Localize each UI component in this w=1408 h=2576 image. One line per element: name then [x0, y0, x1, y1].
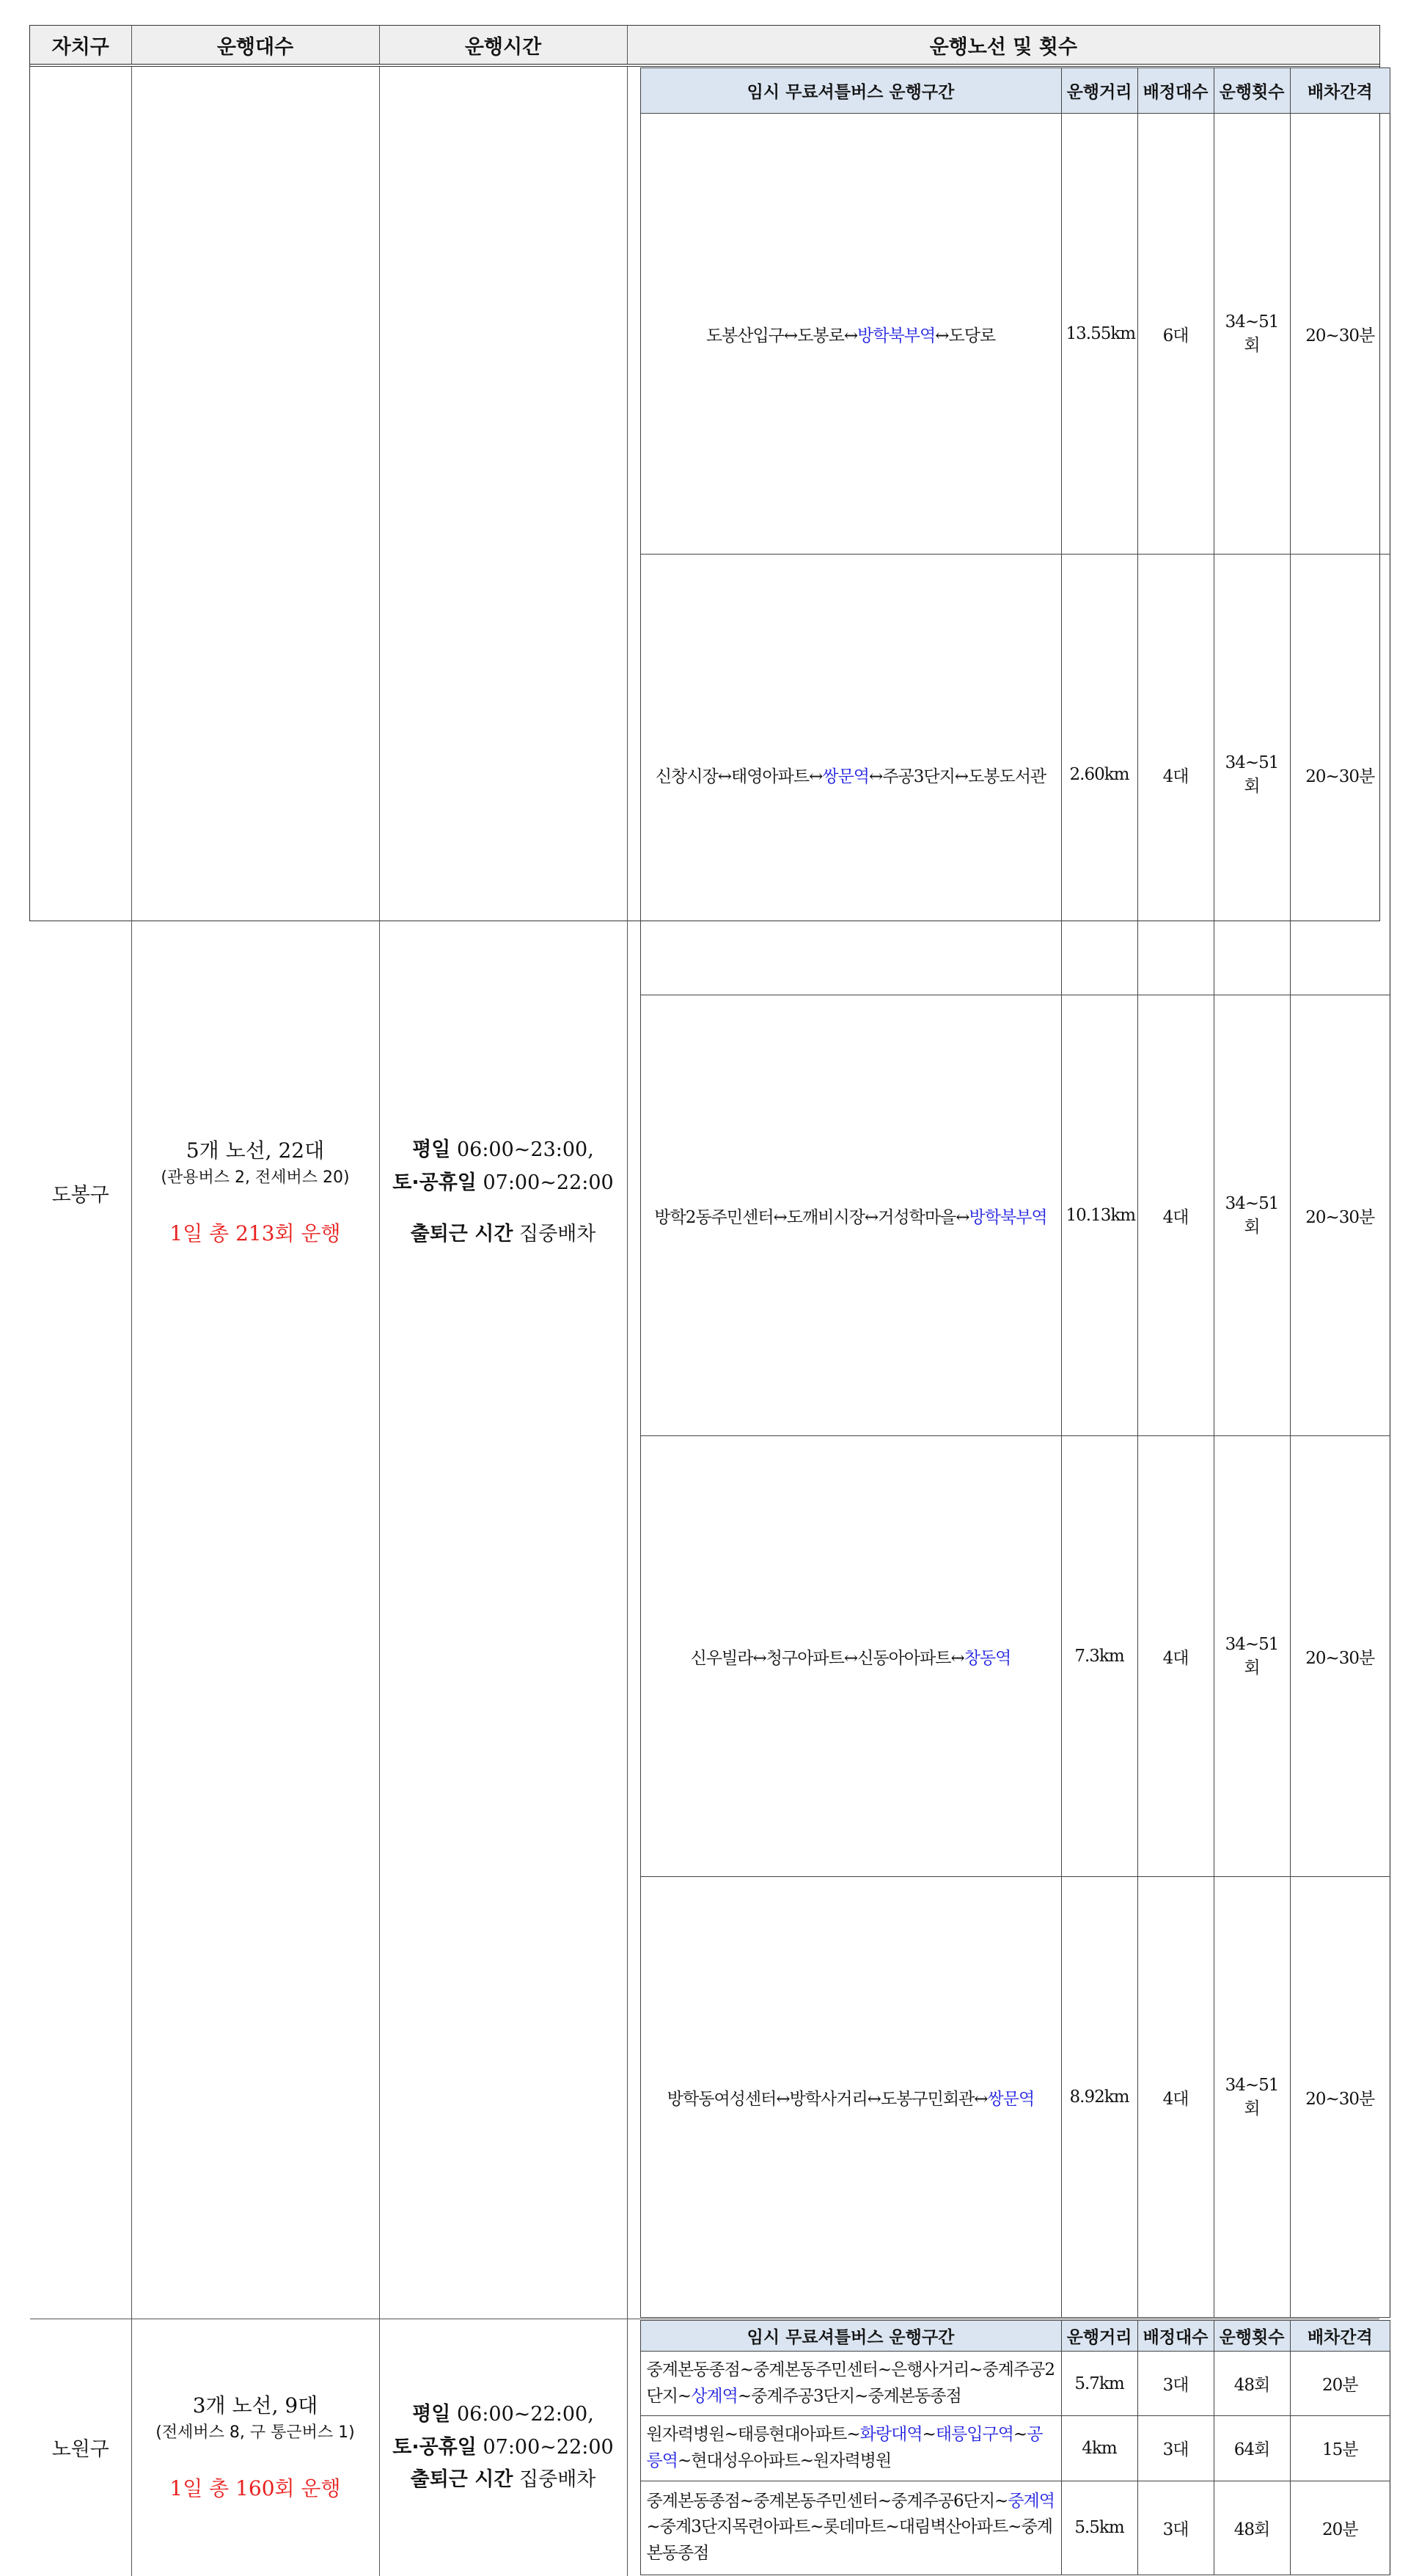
route-bus-count: 3개 노선, 9대 [192, 2393, 318, 2418]
weekday-hours: 06:00~22:00, [456, 2402, 594, 2426]
station-highlight: 쌍문역 [822, 766, 870, 786]
route-trips: 34~51회 [1214, 555, 1290, 995]
station-highlight: 화랑대역 [859, 2425, 923, 2445]
shuttle-bus-table [29, 25, 1380, 2563]
route-table-header [640, 2321, 1390, 2352]
route-distance: 7.3km [1061, 1436, 1137, 1877]
route-interval: 20~30분 [1290, 1877, 1390, 2318]
th-distance: 운행거리 [1061, 68, 1137, 114]
nowon-route-table [640, 2320, 1391, 2575]
daily-total-trips: 1일 총 160회 운행 [169, 2476, 341, 2500]
route-trips: 48회 [1214, 2481, 1290, 2575]
table-row [640, 1877, 1390, 2318]
route-distance: 8.92km [1061, 1877, 1137, 2318]
operating-hours-cell [379, 2319, 627, 2576]
bus-count-cell [131, 65, 379, 2319]
holiday-label: 토·공휴일 [392, 1171, 477, 1194]
table-row-dobong [30, 65, 1379, 2319]
route-trips: 48회 [1214, 2352, 1290, 2416]
route-interval: 20분 [1290, 2352, 1390, 2416]
rush-hour-note: 집중배차 [519, 1223, 596, 1246]
route-section: 중계본동종점~중계본동주민센터~중계주공6단지~중계역~중계3단지목련아파트~롯데마트~대림벽산아파트~중계본동종점 [640, 2481, 1061, 2575]
route-detail-cell [627, 65, 1379, 2319]
table-row [640, 114, 1390, 555]
route-buses: 4대 [1137, 1436, 1214, 1877]
weekday-label: 평일 [412, 1138, 451, 1162]
th-interval: 배차간격 [1290, 2321, 1390, 2352]
route-buses: 6대 [1137, 114, 1214, 555]
route-distance: 4km [1061, 2416, 1137, 2481]
route-distance: 5.7km [1061, 2352, 1137, 2416]
station-highlight: 공릉역 [646, 2425, 1043, 2470]
route-distance: 10.13km [1061, 995, 1137, 1436]
rush-hour-label: 출퇴근 시간 [410, 1223, 513, 1246]
route-buses: 4대 [1137, 995, 1214, 1436]
station-highlight: 상계역 [691, 2386, 738, 2406]
station-highlight: 태릉입구역 [935, 2425, 1013, 2445]
th-trip-count: 운행횟수 [1214, 68, 1290, 114]
dobong-route-table [640, 67, 1391, 2318]
header-operating-hours: 운행시간 [379, 26, 627, 65]
route-section: 도봉산입구↔도봉로↔방학북부역↔도당로 [640, 114, 1061, 555]
header-district: 자치구 [30, 26, 131, 65]
table-row [640, 2352, 1390, 2416]
route-distance: 5.5km [1061, 2481, 1137, 2575]
station-highlight: 쌍문역 [987, 2089, 1035, 2109]
route-interval: 20~30분 [1290, 1436, 1390, 1877]
station-highlight: 중계역 [1008, 2491, 1055, 2511]
route-interval: 15분 [1290, 2416, 1390, 2481]
route-buses: 3대 [1137, 2481, 1214, 2575]
route-trips: 34~51회 [1214, 114, 1290, 555]
table-row [640, 1436, 1390, 1877]
table-row [640, 555, 1390, 995]
table-row [640, 995, 1390, 1436]
route-detail-cell [627, 2319, 1379, 2576]
route-trips: 64회 [1214, 2416, 1290, 2481]
table-row [640, 2416, 1390, 2481]
table-row-nowon [30, 2319, 1379, 2576]
daily-total-trips: 1일 총 213회 운행 [169, 1221, 341, 1245]
route-trips: 34~51회 [1214, 1436, 1290, 1877]
route-buses: 3대 [1137, 2416, 1214, 2481]
route-table-header [640, 68, 1390, 114]
route-buses: 3대 [1137, 2352, 1214, 2416]
district-name: 노원구 [30, 2319, 131, 2576]
holiday-label: 토·공휴일 [392, 2435, 477, 2459]
station-highlight: 창동역 [964, 1648, 1011, 1668]
operating-hours-cell [379, 65, 627, 2319]
weekday-label: 평일 [412, 2402, 451, 2426]
th-route-section: 임시 무료셔틀버스 운행구간 [640, 2321, 1061, 2352]
route-interval: 20~30분 [1290, 995, 1390, 1436]
route-section: 중계본동종점~중계본동주민센터~은행사거리~중계주공2단지~상계역~중계주공3단지~중계본동종점 [640, 2352, 1061, 2416]
rush-hour-note: 집중배차 [519, 2468, 596, 2492]
bus-type-breakdown: (전세버스 8, 구 통근버스 1) [155, 2423, 355, 2442]
route-section: 방학동여성센터↔방학사거리↔도봉구민회관↔쌍문역 [640, 1877, 1061, 2318]
station-highlight: 방학북부역 [969, 1207, 1047, 1227]
header-bus-count: 운행대수 [131, 26, 379, 65]
district-name: 도봉구 [30, 65, 131, 2319]
holiday-hours: 07:00~22:00 [483, 2435, 614, 2459]
table-row [640, 2481, 1390, 2575]
route-section: 신창시장↔태영아파트↔쌍문역↔주공3단지↔도봉도서관 [640, 555, 1061, 995]
route-buses: 4대 [1137, 555, 1214, 995]
route-interval: 20~30분 [1290, 114, 1390, 555]
weekday-hours: 06:00~23:00, [456, 1138, 594, 1162]
route-distance: 2.60km [1061, 555, 1137, 995]
th-interval: 배차간격 [1290, 68, 1390, 114]
header-routes: 운행노선 및 횟수 [627, 26, 1379, 65]
station-highlight: 방학북부역 [857, 326, 936, 345]
bus-type-breakdown: (관용버스 2, 전세버스 20) [161, 1168, 350, 1188]
route-interval: 20~30분 [1290, 555, 1390, 995]
th-assigned-buses: 배정대수 [1137, 2321, 1214, 2352]
th-distance: 운행거리 [1061, 2321, 1137, 2352]
route-section: 원자력병원~태릉현대아파트~화랑대역~태릉입구역~공릉역~현대성우아파트~원자력병원 [640, 2416, 1061, 2481]
th-route-section: 임시 무료셔틀버스 운행구간 [640, 68, 1061, 114]
rush-hour-label: 출퇴근 시간 [410, 2468, 513, 2492]
route-buses: 4대 [1137, 1877, 1214, 2318]
route-trips: 34~51회 [1214, 995, 1290, 1436]
th-assigned-buses: 배정대수 [1137, 68, 1214, 114]
route-section: 신우빌라↔청구아파트↔신동아아파트↔창동역 [640, 1436, 1061, 1877]
bus-count-cell [131, 2319, 379, 2576]
route-bus-count: 5개 노선, 22대 [186, 1138, 325, 1163]
table-header-row [30, 26, 1379, 65]
route-trips: 34~51회 [1214, 1877, 1290, 2318]
th-trip-count: 운행횟수 [1214, 2321, 1290, 2352]
route-distance: 13.55km [1061, 114, 1137, 555]
route-section: 방학2동주민센터↔도깨비시장↔거성학마을↔방학북부역 [640, 995, 1061, 1436]
route-interval: 20분 [1290, 2481, 1390, 2575]
holiday-hours: 07:00~22:00 [483, 1171, 614, 1194]
